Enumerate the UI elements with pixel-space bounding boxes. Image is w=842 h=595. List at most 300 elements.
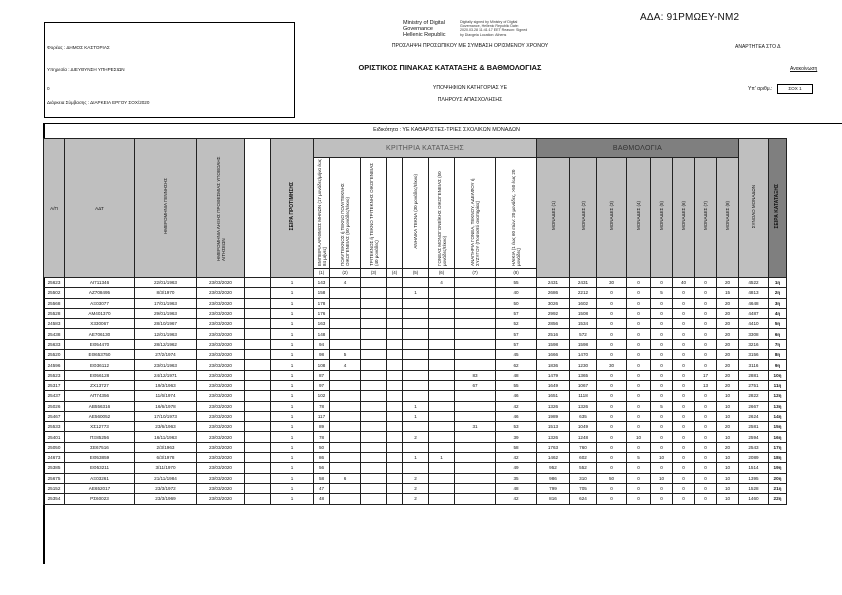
cell-c3 <box>361 422 387 432</box>
cell-s1: 952 <box>537 463 570 473</box>
empty-cell <box>245 473 271 483</box>
cell-s5: 0 <box>651 350 673 360</box>
cell-total: 2543 <box>739 442 769 452</box>
empty-cell <box>387 278 403 288</box>
cell-c2 <box>330 422 361 432</box>
cell-adt: ΠΞ85256 <box>65 432 135 442</box>
foreas-text: Φορέας : ΔΗΜΟΣ ΚΑΣΤΟΡΙΑΣ <box>47 45 110 50</box>
cell-s7: 0 <box>695 483 717 493</box>
empty-cell <box>245 401 271 411</box>
cell-c1: 98 <box>314 350 330 360</box>
cell-priority: 1 <box>271 442 314 452</box>
cell-c2: 4 <box>330 360 361 370</box>
cell-ap: 25623 <box>44 278 65 288</box>
cell-c5: 1 <box>429 453 455 463</box>
ada-code: ΑΔΑ: 91ΡΜΩΕΥ-ΝΜ2 <box>640 12 740 23</box>
empty-cell <box>387 453 403 463</box>
cell-ap: 25528 <box>44 308 65 318</box>
cell-s4: 0 <box>627 422 651 432</box>
cell-c5 <box>429 329 455 339</box>
cell-s6: 0 <box>673 463 695 473</box>
cell-s1: 1462 <box>537 453 570 463</box>
cell-s5: 0 <box>651 319 673 329</box>
cell-deadline: 23/03/2020 <box>197 473 245 483</box>
crit-number: (5) <box>403 269 429 278</box>
cell-s5: 5 <box>651 401 673 411</box>
cell-rank: 4η <box>769 308 787 318</box>
cell-c6 <box>455 288 496 298</box>
cell-s6: 0 <box>673 411 695 421</box>
cell-adt: ΖΧ13727 <box>65 380 135 390</box>
cell-s6: 0 <box>673 380 695 390</box>
cell-s2: 1534 <box>570 319 597 329</box>
cell-c6 <box>455 411 496 421</box>
cell-s6: 0 <box>673 422 695 432</box>
table-row <box>44 442 787 452</box>
table-row <box>44 401 787 411</box>
cell-ap: 24583 <box>44 319 65 329</box>
crit-8-label: ΗΛΙΚΙΑ (1 έως 60 ετών: 20 μονάδες, >50 έως 20 μονάδες) <box>511 169 521 266</box>
cell-adt: ΣΕ67516 <box>65 442 135 452</box>
cell-s3: 0 <box>597 432 627 442</box>
crit-number: (1) <box>314 269 330 278</box>
cell-adt: ΑΕ706130 <box>65 329 135 339</box>
cell-deadline: 23/03/2020 <box>197 308 245 318</box>
cell-adt: ΑΠ74356 <box>65 391 135 401</box>
cell-s8: 10 <box>717 494 739 504</box>
cell-birth: 23/6/1963 <box>135 422 197 432</box>
cell-s4: 0 <box>627 298 651 308</box>
crit-number: (6) <box>429 269 455 278</box>
empty-cell <box>245 319 271 329</box>
cell-s2: 1598 <box>570 339 597 349</box>
cell-c3 <box>361 329 387 339</box>
cell-s1: 2516 <box>537 329 570 339</box>
cell-birth: 23/3/1972 <box>135 483 197 493</box>
cell-c2 <box>330 319 361 329</box>
cell-birth: 28/10/1967 <box>135 319 197 329</box>
cell-ap: 25675 <box>44 473 65 483</box>
score-4-label: ΜΟΝΑΔΕΣ (4) <box>636 201 641 231</box>
table-row <box>44 483 787 493</box>
cell-s3: 0 <box>597 298 627 308</box>
cell-c7: 55 <box>496 380 537 390</box>
cell-rank: 13η <box>769 401 787 411</box>
cell-priority: 1 <box>271 401 314 411</box>
signature-line: Ministry of Digital <box>403 20 445 26</box>
cell-s7: 0 <box>695 360 717 370</box>
cell-rank: 14η <box>769 411 787 421</box>
table-row <box>44 278 787 288</box>
cell-birth: 23/3/1969 <box>135 494 197 504</box>
cell-c2 <box>330 442 361 452</box>
cell-s5: 0 <box>651 442 673 452</box>
cell-s7: 0 <box>695 422 717 432</box>
cell-s2: 624 <box>570 494 597 504</box>
cell-s4: 0 <box>627 360 651 370</box>
cell-c5 <box>429 411 455 421</box>
empty-cell <box>387 298 403 308</box>
cell-ap: 25568 <box>44 298 65 308</box>
cell-adt: ΑΙ711346 <box>65 278 135 288</box>
cell-s2: 1067 <box>570 380 597 390</box>
cell-c7: 62 <box>496 360 537 370</box>
crit-3-label: ΤΡΙΤΕΚΝΟΣ ή ΤΕΚΝΟ ΤΡΙΤΕΚΝΗΣ ΟΙΚΟΓΕΝΕΙΑΣ (40 μονάδες) <box>368 162 379 266</box>
crit-5-header <box>403 158 429 269</box>
anakoinosi-link[interactable]: Ανακοίνωση <box>790 66 818 72</box>
cell-priority: 1 <box>271 360 314 370</box>
empty-cell <box>387 401 403 411</box>
cell-c3 <box>361 339 387 349</box>
cell-ap: 25026 <box>44 401 65 411</box>
cell-priority: 1 <box>271 339 314 349</box>
cell-s2: 2431 <box>570 278 597 288</box>
cell-c4 <box>403 422 429 432</box>
cell-c2 <box>330 463 361 473</box>
cell-c2 <box>330 339 361 349</box>
cell-c1: 163 <box>314 319 330 329</box>
cell-deadline: 23/03/2020 <box>197 350 245 360</box>
cell-deadline: 23/03/2020 <box>197 278 245 288</box>
cell-c1: 47 <box>314 483 330 493</box>
empty-cell <box>387 442 403 452</box>
cell-c7: 52 <box>496 319 537 329</box>
cell-s6: 0 <box>673 308 695 318</box>
cell-s2: 705 <box>570 483 597 493</box>
cell-total: 4813 <box>739 288 769 298</box>
cell-c3 <box>361 453 387 463</box>
cell-c7: 50 <box>496 298 537 308</box>
cell-ap: 25438 <box>44 329 65 339</box>
cell-adt: ΑΜ401370 <box>65 308 135 318</box>
cell-s5: 0 <box>651 483 673 493</box>
cell-c5 <box>429 401 455 411</box>
score-2-label: ΜΟΝΑΔΕΣ (2) <box>580 201 586 231</box>
cell-s5: 0 <box>651 391 673 401</box>
cell-s7: 0 <box>695 463 717 473</box>
cell-c4: 2 <box>403 483 429 493</box>
cell-c5 <box>429 319 455 329</box>
cell-s4: 0 <box>627 278 651 288</box>
cell-c1: 78 <box>314 432 330 442</box>
empty-cell <box>245 442 271 452</box>
cell-c1: 56 <box>314 463 330 473</box>
cell-priority: 1 <box>271 298 314 308</box>
cell-c6 <box>455 350 496 360</box>
cell-birth: 27/2/1974 <box>135 350 197 360</box>
cell-c3 <box>361 483 387 493</box>
cell-s6: 0 <box>673 442 695 452</box>
empty-cell <box>245 422 271 432</box>
cell-adt: ΑΖ708495 <box>65 288 135 298</box>
cell-s7: 0 <box>695 411 717 421</box>
cell-s8: 10 <box>717 453 739 463</box>
cell-c4 <box>403 370 429 380</box>
crit-number: (2) <box>330 269 361 278</box>
cell-s5: 0 <box>651 463 673 473</box>
col-priority-label: ΣΕΙΡΑ ΠΡΟΤΙΜΗΣΗΣ <box>288 182 295 231</box>
cell-s6: 0 <box>673 329 695 339</box>
cell-s5: 5 <box>651 288 673 298</box>
cell-deadline: 23/03/2020 <box>197 401 245 411</box>
cell-priority: 1 <box>271 380 314 390</box>
cell-rank: 20η <box>769 473 787 483</box>
cell-s1: 1666 <box>537 350 570 360</box>
cell-c7: 57 <box>496 339 537 349</box>
category-line: ΥΠΟΨΗΦΙΩΝ ΚΑΤΗΓΟΡΙΑΣ ΥΕ <box>432 85 508 91</box>
cell-s1: 1513 <box>537 422 570 432</box>
cell-c2 <box>330 401 361 411</box>
score-8-label: ΜΟΝΑΔΕΣ (8) <box>725 201 730 231</box>
empty-cell <box>387 391 403 401</box>
cell-c7: 53 <box>496 422 537 432</box>
empty-cell <box>387 370 403 380</box>
empty-cell <box>387 339 403 349</box>
blank-col <box>245 139 271 278</box>
cell-s7: 0 <box>695 339 717 349</box>
cell-birth: 22/01/1963 <box>135 278 197 288</box>
cell-c5 <box>429 350 455 360</box>
cell-c6 <box>455 453 496 463</box>
cell-s4: 0 <box>627 288 651 298</box>
cell-birth: 17/01/1963 <box>135 298 197 308</box>
cell-s4: 0 <box>627 308 651 318</box>
cell-s2: 1602 <box>570 298 597 308</box>
table-row <box>44 329 787 339</box>
empty-cell <box>245 411 271 421</box>
cell-c3 <box>361 380 387 390</box>
cell-s5: 0 <box>651 339 673 349</box>
empty-cell <box>387 329 403 339</box>
specialty-caption: Ειδικότητα : ΥΕ ΚΑΘΑΡΙΣΤΕΣ-ΤΡΙΕΣ ΣΧΟΛΙΚΩΝ ΜΟΝΑΔΩΝ <box>373 127 520 133</box>
cell-deadline: 23/03/2020 <box>197 360 245 370</box>
cell-s3: 0 <box>597 308 627 318</box>
crit-7-label: ΑΝΑΠΗΡΙΑ ΓΟΝΕΑ, ΤΕΚΝΟΥ, ΑΔΕΛΦΟΥ ή ΣΥΖΥΓΟΥ (Ποσοστό αναπηρίας) <box>470 178 480 266</box>
empty-cell <box>245 463 271 473</box>
cell-c3 <box>361 298 387 308</box>
score-5-header <box>651 158 673 278</box>
empty-cell <box>387 288 403 298</box>
cell-s4: 5 <box>627 453 651 463</box>
cell-c3 <box>361 308 387 318</box>
cell-c1: 102 <box>314 391 330 401</box>
cell-c5 <box>429 308 455 318</box>
cell-total: 2581 <box>739 422 769 432</box>
col-total-label: ΣΥΝΟΛΟ ΜΟΝΑΔΩΝ <box>751 184 756 229</box>
cell-rank: 1η <box>769 278 787 288</box>
empty-cell <box>245 494 271 504</box>
table-row <box>44 411 787 421</box>
cell-s7: 0 <box>695 288 717 298</box>
cell-adt: ΑΕ652017 <box>65 483 135 493</box>
empty-cell <box>245 308 271 318</box>
table-row <box>44 350 787 360</box>
col-deadline-label: ΗΜΕΡΟΜΗΝΙΑ ΛΗΞΗΣ ΠΡΟΘΕΣΜΙΑΣ ΥΠΟΒΟΛΗΣ ΑΙΤΗΣΕΩΝ <box>215 156 226 261</box>
table-row <box>44 432 787 442</box>
cell-deadline: 23/03/2020 <box>197 339 245 349</box>
cell-s8: 10 <box>717 483 739 493</box>
cell-c5 <box>429 339 455 349</box>
cell-c1: 178 <box>314 298 330 308</box>
cell-rank: 2η <box>769 288 787 298</box>
empty-cell <box>245 278 271 288</box>
cell-c7: 46 <box>496 391 537 401</box>
cell-adt: ΕΘ54470 <box>65 339 135 349</box>
crit-8-header <box>496 158 537 269</box>
cell-ap: 25533 <box>44 422 65 432</box>
cell-s3: 0 <box>597 339 627 349</box>
cell-s7: 0 <box>695 401 717 411</box>
cell-s8: 10 <box>717 463 739 473</box>
cell-c1: 86 <box>314 453 330 463</box>
cell-s7: 0 <box>695 453 717 463</box>
cell-s5: 0 <box>651 380 673 390</box>
cell-adt: ΑΕ560052 <box>65 411 135 421</box>
cell-c4 <box>403 360 429 370</box>
cell-s7: 0 <box>695 350 717 360</box>
cell-deadline: 23/03/2020 <box>197 422 245 432</box>
crit-number: (3) <box>361 269 387 278</box>
cell-total: 2667 <box>739 401 769 411</box>
cell-s8: 20 <box>717 308 739 318</box>
cell-s1: 2686 <box>537 288 570 298</box>
cell-deadline: 23/03/2020 <box>197 411 245 421</box>
cell-c2: 6 <box>330 473 361 483</box>
crit-number: (4) <box>387 269 403 278</box>
table-row <box>44 308 787 318</box>
cell-birth: 6/3/1978 <box>135 453 197 463</box>
cell-ap: 25520 <box>44 350 65 360</box>
score-2-header <box>570 158 597 278</box>
cell-priority: 1 <box>271 432 314 442</box>
cell-c6: 31 <box>455 422 496 432</box>
cell-priority: 1 <box>271 391 314 401</box>
score-1-label: ΜΟΝΑΔΕΣ (1) <box>550 201 556 231</box>
cell-deadline: 23/03/2020 <box>197 442 245 452</box>
cell-ap: 24673 <box>44 453 65 463</box>
cell-s4: 0 <box>627 329 651 339</box>
crit-6-label: ΓΟΝΕΑΣ ΜΟΝΟΓΟΝΕΪΚΗΣ ΟΙΚΟΓΕΝΕΙΑΣ (50 μονάδες/τέκνο) <box>436 170 447 266</box>
cell-s6: 0 <box>673 288 695 298</box>
cell-c3 <box>361 442 387 452</box>
cell-priority: 1 <box>271 453 314 463</box>
cell-birth: 17/10/1973 <box>135 411 197 421</box>
cell-c2 <box>330 391 361 401</box>
cell-rank: 17η <box>769 442 787 452</box>
cell-deadline: 23/03/2020 <box>197 329 245 339</box>
cell-rank: 5η <box>769 319 787 329</box>
cell-ap: 25385 <box>44 463 65 473</box>
cell-s1: 816 <box>537 494 570 504</box>
cell-s7: 0 <box>695 298 717 308</box>
cell-deadline: 23/03/2020 <box>197 463 245 473</box>
empty-cell <box>387 422 403 432</box>
cell-c7: 40 <box>496 288 537 298</box>
cell-s7: 0 <box>695 319 717 329</box>
cell-s5: 0 <box>651 360 673 370</box>
cell-deadline: 23/03/2020 <box>197 298 245 308</box>
cell-s4: 0 <box>627 319 651 329</box>
cell-c3 <box>361 278 387 288</box>
empty-cell <box>387 411 403 421</box>
col-rank-label: ΣΕΙΡΑ ΚΑΤΑΤΑΞΗΣ <box>774 184 780 229</box>
cell-s3: 0 <box>597 422 627 432</box>
cell-s7: 0 <box>695 432 717 442</box>
cell-c6: 67 <box>455 380 496 390</box>
crit-1-header <box>314 158 330 269</box>
cell-c2 <box>330 483 361 493</box>
cell-s8: 10 <box>717 411 739 421</box>
cell-s6: 0 <box>673 483 695 493</box>
table-row <box>44 463 787 473</box>
cell-s4: 0 <box>627 463 651 473</box>
cell-s8: 20 <box>717 298 739 308</box>
cell-c6 <box>455 463 496 473</box>
cell-c1: 48 <box>314 494 330 504</box>
empty-cell <box>387 308 403 318</box>
cell-c5: 4 <box>429 278 455 288</box>
cell-s1: 1479 <box>537 370 570 380</box>
cell-total: 4487 <box>739 308 769 318</box>
cell-s8: 20 <box>717 422 739 432</box>
col-birth <box>135 139 197 278</box>
table-row <box>44 288 787 298</box>
table-row <box>44 370 787 380</box>
cell-c2: 5 <box>330 350 361 360</box>
score-1-header <box>537 158 570 278</box>
cell-c1: 176 <box>314 308 330 318</box>
cell-birth: 12/01/1963 <box>135 329 197 339</box>
cell-c5 <box>429 432 455 442</box>
cell-s1: 1326 <box>537 401 570 411</box>
cell-s3: 30 <box>597 360 627 370</box>
cell-priority: 1 <box>271 422 314 432</box>
cell-c7: 42 <box>496 453 537 463</box>
cell-s4: 0 <box>627 473 651 483</box>
cell-c6 <box>455 442 496 452</box>
cell-c3 <box>361 494 387 504</box>
cell-c1: 58 <box>314 473 330 483</box>
cell-c7: 45 <box>496 350 537 360</box>
cell-c7: 49 <box>496 463 537 473</box>
cell-c1: 97 <box>314 380 330 390</box>
empty-cell <box>387 350 403 360</box>
cell-adt: ΕΘ653750 <box>65 350 135 360</box>
cell-s8: 20 <box>717 380 739 390</box>
cell-s7: 0 <box>695 329 717 339</box>
cell-s5: 0 <box>651 411 673 421</box>
cell-c5 <box>429 422 455 432</box>
cell-s3: 0 <box>597 350 627 360</box>
cell-s5: 0 <box>651 432 673 442</box>
cell-s6: 0 <box>673 432 695 442</box>
cell-birth: 2/3/1963 <box>135 442 197 452</box>
cell-s3: 0 <box>597 442 627 452</box>
cell-c7: 57 <box>496 329 537 339</box>
cell-total: 1460 <box>739 494 769 504</box>
table-body <box>44 278 787 505</box>
cell-s8: 20 <box>717 360 739 370</box>
cell-c4 <box>403 278 429 288</box>
empty-cell <box>245 298 271 308</box>
cell-adt: ΑΒ556316 <box>65 401 135 411</box>
cell-c2: 4 <box>330 278 361 288</box>
cell-c3 <box>361 463 387 473</box>
cell-s1: 2992 <box>537 308 570 318</box>
cell-c6 <box>455 298 496 308</box>
score-6-header <box>673 158 695 278</box>
cell-s1: 1598 <box>537 339 570 349</box>
